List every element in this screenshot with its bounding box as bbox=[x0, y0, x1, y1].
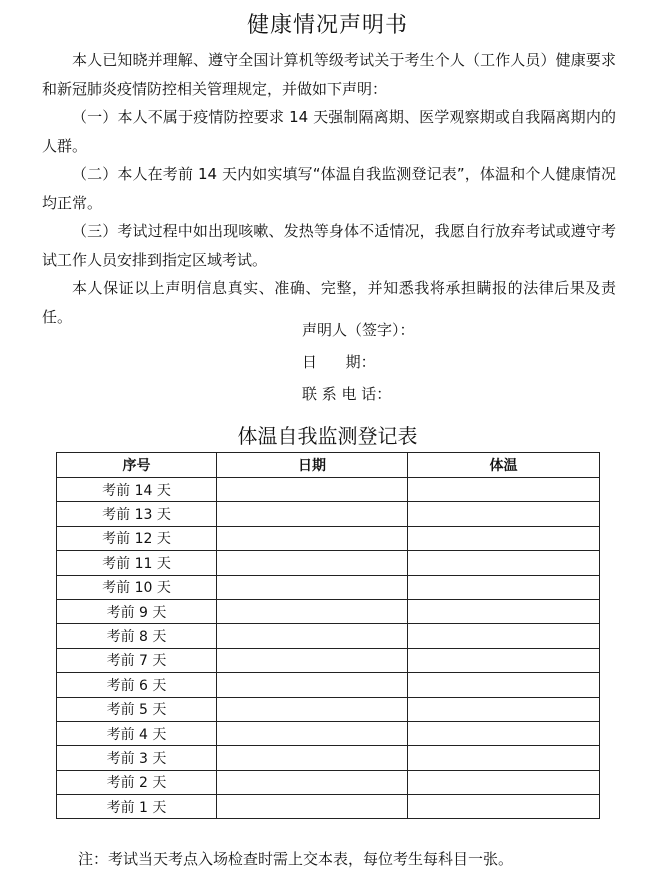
row-index-cell: 考前 13 天 bbox=[57, 502, 217, 526]
table-row bbox=[57, 599, 600, 623]
temperature-cell[interactable] bbox=[408, 575, 600, 599]
date-cell[interactable] bbox=[217, 599, 408, 623]
declarant-signature-label: 声明人（签字）： bbox=[302, 321, 415, 339]
date-label: 日 期： bbox=[302, 353, 376, 371]
temperature-cell[interactable] bbox=[408, 721, 600, 745]
table-row bbox=[57, 624, 600, 648]
row-index-cell: 考前 6 天 bbox=[57, 673, 217, 697]
footer-note: 注：考试当天考点入场检查时需上交本表，每位考生每科目一张。 bbox=[78, 850, 514, 868]
date-cell[interactable] bbox=[217, 502, 408, 526]
row-index-cell: 考前 5 天 bbox=[57, 697, 217, 721]
date-cell[interactable] bbox=[217, 551, 408, 575]
temperature-cell[interactable] bbox=[408, 599, 600, 623]
temperature-cell[interactable] bbox=[408, 746, 600, 770]
row-index-cell: 考前 3 天 bbox=[57, 746, 217, 770]
column-header-temperature: 体温 bbox=[408, 453, 600, 478]
declaration-item-2: （二）本人在考前 14 天内如实填写“体温自我监测登记表”，体温和个人健康情况均正常。 bbox=[42, 165, 616, 212]
temperature-cell[interactable] bbox=[408, 648, 600, 672]
row-index-cell: 考前 12 天 bbox=[57, 526, 217, 550]
date-cell[interactable] bbox=[217, 770, 408, 794]
row-index-cell: 考前 14 天 bbox=[57, 478, 217, 502]
temperature-cell[interactable] bbox=[408, 502, 600, 526]
date-cell[interactable] bbox=[217, 478, 408, 502]
intro-paragraph: 本人已知晓并理解、遵守全国计算机等级考试关于考生个人（工作人员）健康要求和新冠肺炎疫情防控相关管理规定，并做如下声明： bbox=[42, 51, 616, 98]
date-cell[interactable] bbox=[217, 526, 408, 550]
table-row bbox=[57, 746, 600, 770]
table-row bbox=[57, 575, 600, 599]
table-row bbox=[57, 721, 600, 745]
row-index-cell: 考前 2 天 bbox=[57, 770, 217, 794]
table-row bbox=[57, 526, 600, 550]
date-cell[interactable] bbox=[217, 746, 408, 770]
row-index-cell: 考前 8 天 bbox=[57, 624, 217, 648]
date-cell[interactable] bbox=[217, 673, 408, 697]
row-index-cell: 考前 10 天 bbox=[57, 575, 217, 599]
table-row bbox=[57, 478, 600, 502]
table-row bbox=[57, 770, 600, 794]
table-body bbox=[57, 478, 600, 819]
table-row bbox=[57, 673, 600, 697]
row-index-cell: 考前 1 天 bbox=[57, 795, 217, 819]
table-header-row bbox=[57, 453, 600, 478]
table-row bbox=[57, 648, 600, 672]
date-cell[interactable] bbox=[217, 697, 408, 721]
table-row bbox=[57, 551, 600, 575]
date-cell[interactable] bbox=[217, 575, 408, 599]
temperature-cell[interactable] bbox=[408, 478, 600, 502]
temperature-cell[interactable] bbox=[408, 551, 600, 575]
date-cell[interactable] bbox=[217, 624, 408, 648]
row-index-cell: 考前 4 天 bbox=[57, 721, 217, 745]
date-cell[interactable] bbox=[217, 648, 408, 672]
date-cell[interactable] bbox=[217, 795, 408, 819]
temperature-cell[interactable] bbox=[408, 526, 600, 550]
date-cell[interactable] bbox=[217, 721, 408, 745]
table-row bbox=[57, 502, 600, 526]
temperature-cell[interactable] bbox=[408, 673, 600, 697]
declaration-item-1: （一）本人不属于疫情防控要求 14 天强制隔离期、医学观察期或自我隔离期内的人群。 bbox=[42, 108, 616, 155]
column-header-date: 日期 bbox=[217, 453, 408, 478]
temperature-cell[interactable] bbox=[408, 770, 600, 794]
table-row bbox=[57, 795, 600, 819]
document-title: 健康情况声明书 bbox=[246, 13, 408, 38]
guarantee-paragraph: 本人保证以上声明信息真实、准确、完整，并知悉我将承担瞒报的法律后果及责任。 bbox=[42, 279, 616, 326]
phone-label: 联 系 电 话： bbox=[302, 385, 392, 403]
table-row bbox=[57, 697, 600, 721]
temperature-cell[interactable] bbox=[408, 624, 600, 648]
temperature-cell[interactable] bbox=[408, 795, 600, 819]
row-index-cell: 考前 9 天 bbox=[57, 599, 217, 623]
declaration-item-3: （三）考试过程中如出现咳嗽、发热等身体不适情况，我愿自行放弃考试或遵守考试工作人员安排到指定区域考试。 bbox=[42, 222, 616, 269]
temperature-log-table bbox=[56, 452, 600, 819]
row-index-cell: 考前 7 天 bbox=[57, 648, 217, 672]
column-header-index: 序号 bbox=[57, 453, 217, 478]
table-title: 体温自我监测登记表 bbox=[237, 424, 418, 448]
row-index-cell: 考前 11 天 bbox=[57, 551, 217, 575]
temperature-cell[interactable] bbox=[408, 697, 600, 721]
